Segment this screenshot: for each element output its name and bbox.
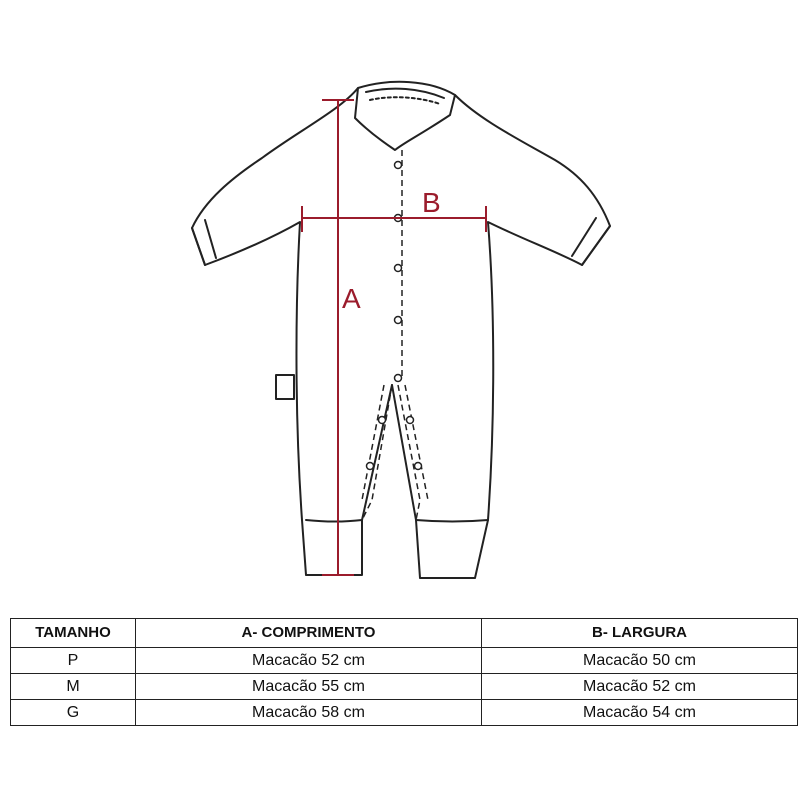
cell-length: Macacão 58 cm [136,700,482,726]
cell-size: P [11,648,136,674]
table-header-row [11,619,798,648]
header-length: A- COMPRIMENTO [136,619,482,648]
cell-width: Macacão 54 cm [482,700,798,726]
size-table [10,618,798,726]
table-row [11,648,798,674]
cell-size: G [11,700,136,726]
table-row [11,674,798,700]
snap-buttons [367,162,422,470]
cell-length: Macacão 52 cm [136,648,482,674]
cell-size: M [11,674,136,700]
measure-b-label: B [422,187,441,218]
measure-a-line [322,100,354,575]
cell-width: Macacão 50 cm [482,648,798,674]
table-row [11,700,798,726]
measure-a-label: A [342,283,361,314]
cell-length: Macacão 55 cm [136,674,482,700]
header-width: B- LARGURA [482,619,798,648]
header-size: TAMANHO [11,619,136,648]
romper-outline [192,82,610,578]
measure-b-line [302,206,486,232]
cell-width: Macacão 52 cm [482,674,798,700]
